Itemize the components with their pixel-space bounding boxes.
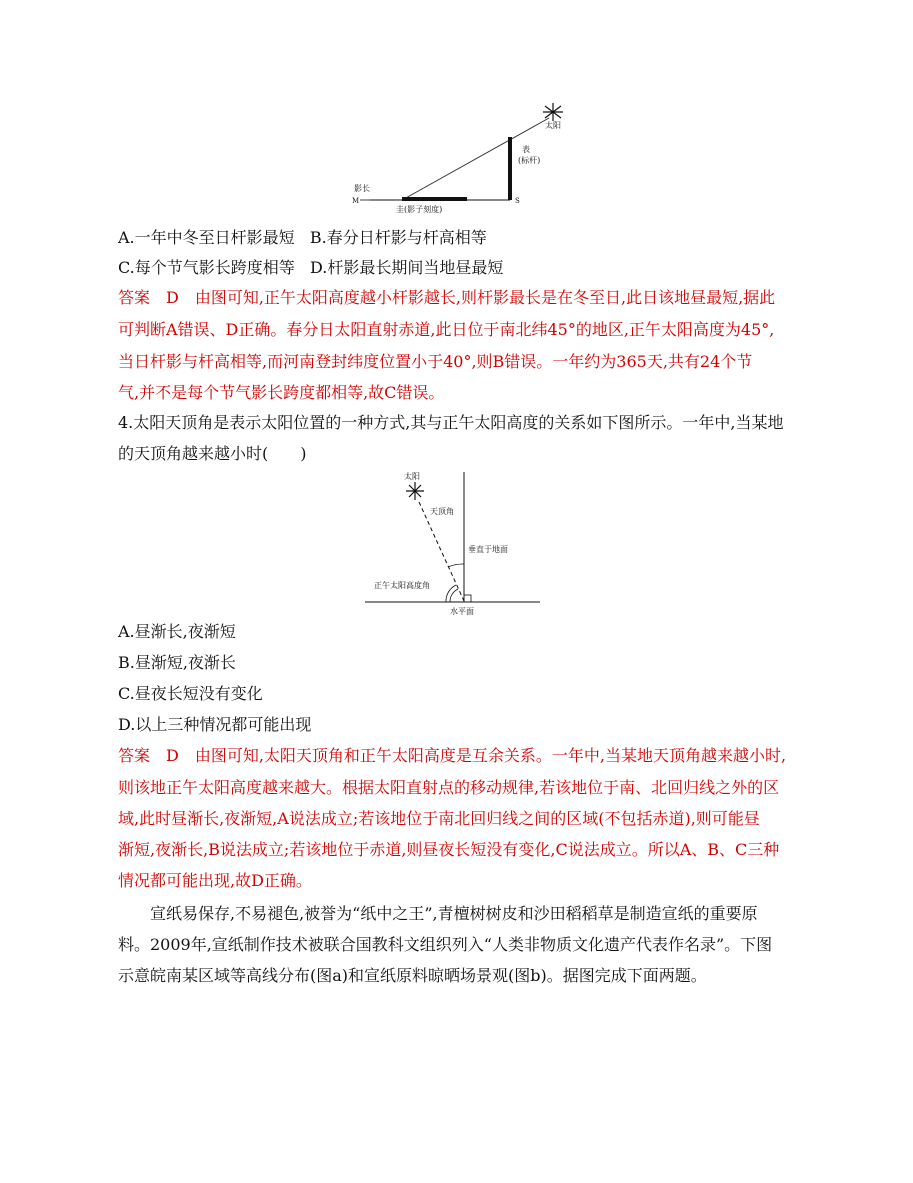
- q3-option-c: C.每个节气影长跨度相等 D.杆影最长期间当地昼最短: [118, 258, 504, 277]
- m-label: M: [352, 197, 360, 205]
- pole-label: 表: [522, 145, 530, 154]
- sun-icon: [406, 482, 424, 500]
- altitude-angle-arc: [446, 585, 456, 602]
- q3-option-d: D.杆影最长期间当地昼最短: [310, 258, 504, 277]
- ground-label: 圭(影子刻度): [396, 205, 443, 214]
- q4-answer-line-5: 情况都可能出现,故D正确。: [118, 871, 312, 890]
- horizontal-label: 水平面: [450, 607, 474, 616]
- sun-label: 太阳: [404, 472, 420, 481]
- passage-line-1: 宣纸易保存,不易褪色,被誉为“纸中之王”,青檀树树皮和沙田稻稻草是制造宣纸的重要原: [150, 904, 758, 923]
- q3-option-b: B.春分日杆影与杆高相等: [309, 228, 487, 247]
- altitude-label: 正午太阳高度角: [374, 581, 430, 590]
- q4-answer-line-3: 域,此时昼渐长,夜渐短,A说法成立;若该地位于南北回归线之间的区域(不包括赤道),则可能昼: [118, 809, 760, 828]
- sun-icon: [543, 103, 563, 121]
- sun-label: 太阳: [545, 121, 561, 130]
- q4-option-c: C.昼夜长短没有变化: [118, 684, 263, 703]
- pole-sub-label: (标杆): [518, 156, 541, 165]
- vertical-label: 垂直于地面: [468, 545, 508, 554]
- q4-answer-line-2: 则该地正午太阳高度越来越大。根据太阳直射点的移动规律,若该地位于南、北回归线之外的区: [118, 778, 780, 797]
- q4-option-a: A.昼渐长,夜渐短: [118, 622, 236, 641]
- gnomon-figure: [340, 100, 580, 218]
- zenith-angle-arc: [448, 564, 464, 567]
- q3-answer-line-1: 答案 D 由图可知,正午太阳高度越小杆影越长,则杆影最长是在冬至日,此日该地昼最短,据此: [118, 288, 776, 307]
- q3-answer-line-2: 可判断A错误、D正确。春分日太阳直射赤道,此日位于南北纬45°的地区,正午太阳高度为45°,: [118, 320, 775, 339]
- q4-option-d: D.以上三种情况都可能出现: [118, 715, 312, 734]
- q3-option-a: A.一年中冬至日杆影最短 B.春分日杆影与杆高相等: [118, 228, 487, 247]
- passage-line-3: 示意皖南某区域等高线分布(图a)和宣纸原料晾晒场景观(图b)。据图完成下面两题。: [118, 966, 707, 985]
- q3-answer-line-4: 气,并不是每个节气影长跨度都相等,故C错误。: [118, 383, 445, 402]
- zenith-label: 天顶角: [430, 507, 454, 516]
- q3-answer-line-3: 当日杆影与杆高相等,而河南登封纬度位置小于40°,则B错误。一年约为365天,共有24个节: [118, 352, 753, 371]
- q4-answer-line-4: 渐短,夜渐长,B说法成立;若该地位于赤道,则昼夜长短没有变化,C说法成立。所以A、B、C三种: [118, 840, 780, 859]
- q4-stem-line-1: 4.太阳天顶角是表示太阳位置的一种方式,其与正午太阳高度的关系如下图所示。一年中,当某地: [118, 413, 784, 432]
- q4-option-b: B.昼渐短,夜渐长: [118, 653, 236, 672]
- q4-stem-line-2: 的天顶角越来越小时( ): [118, 444, 307, 463]
- shadow-label: 影长: [354, 184, 370, 193]
- s-label: S: [515, 197, 520, 205]
- right-angle-mark: [464, 595, 471, 602]
- passage-line-2: 料。2009年,宣纸制作技术被联合国教科文组织列入“人类非物质文化遗产代表作名录”。下图: [118, 935, 773, 954]
- zenith-figure: [360, 464, 550, 620]
- q4-answer-line-1: 答案 D 由图可知,太阳天顶角和正午太阳高度是互余关系。一年中,当某地天顶角越来越小时,: [118, 746, 787, 765]
